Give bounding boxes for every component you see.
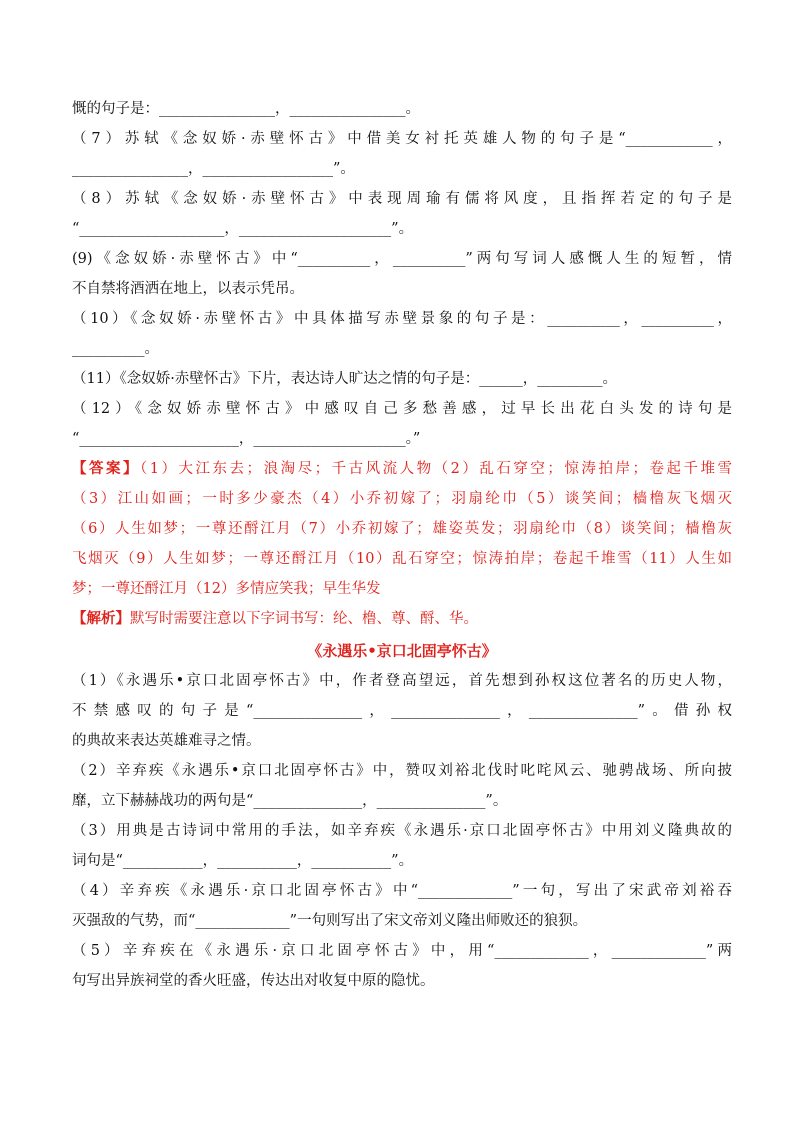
text-line: 不禁感叹的句子是“_______________，_______________，_______________”。借孙权 <box>72 703 732 719</box>
answer-line <box>72 454 732 484</box>
question-7-line: （7）苏轼《念奴娇·赤壁怀古》中借美女衬托英雄人物的句子是“____________， <box>72 131 732 147</box>
answer-block <box>72 454 732 604</box>
question-3-line: （3）用典是古诗词中常用的手法，如辛弃疾《永遇乐·京口北固亭怀古》中用刘义隆典故的 <box>72 823 732 839</box>
answer-line: （6）人生如梦；一尊还酹江月（7）小乔初嫁了；雄姿英发；羽扇纶巾（8）谈笑间；樯橹灰 <box>72 521 732 537</box>
answer-line: 飞烟灭（9）人生如梦；一尊还酹江月（10）乱石穿空；惊涛拍岸；卷起千堆雪（11）人生如 <box>72 551 732 567</box>
text-line: 灭强敌的气势，而“_____________”一句则写出了宋文帝刘义隆出师败还的狼狈。 <box>72 913 588 929</box>
question-11-line: （11）《念奴娇·赤壁怀古》下片，表达诗人旷达之情的句子是：______，_________。 <box>72 371 618 387</box>
analysis-line <box>72 604 732 634</box>
text-line: ________________，__________________”。 <box>72 161 355 177</box>
section-title: 《永遇乐•京口北固亭怀古》 <box>307 642 497 660</box>
analysis-label: 【解析】 <box>72 611 130 627</box>
analysis-text: 默写时需要注意以下字词书写：纶、橹、尊、酹、华。 <box>130 611 478 627</box>
document-page <box>72 94 732 996</box>
text-line: 词句是“___________，___________，___________”。 <box>72 853 414 869</box>
answer-text: （1）大江东去；浪淘尽；千古风流人物（2）乱石穿空；惊涛拍岸；卷起千堆雪 <box>140 461 732 477</box>
question-12-line: （12）《念奴娇赤壁怀古》中感叹自己多愁善感，过早长出花白头发的诗句是 <box>72 401 732 417</box>
text-line: “______________________，_____________________。” <box>72 431 421 447</box>
answer-line: （3）江山如画；一时多少豪杰（4）小乔初嫁了；羽扇纶巾（5）谈笑间；樯橹灰飞烟灭 <box>72 491 732 507</box>
question-2-line: （2）辛弃疾《永遇乐•京口北固亭怀古》中，赞叹刘裕北伐时叱咤风云、驰骋战场、所向披 <box>72 763 732 779</box>
text-line: 慨的句子是：________________，________________。 <box>72 101 420 117</box>
text-line: “____________________，_____________________”。 <box>72 221 414 237</box>
question-5-line: （5）辛弃疾在《永遇乐·京口北固亭怀古》中，用“_____________，_____________”两 <box>72 943 732 959</box>
answer-label: 【答案】 <box>72 461 141 477</box>
text-line: 句写出异族祠堂的香火旺盛，传达出对收复中原的隐忧。 <box>72 973 435 989</box>
question-block-yongyule <box>72 666 732 996</box>
text-line: __________。 <box>72 341 159 357</box>
answer-line: 梦；一尊还酹江月（12）多情应笑我；早生华发 <box>72 581 381 597</box>
question-block-niannujiao <box>72 94 732 454</box>
text-line: 的典故来表达英雄难寻之情。 <box>72 733 261 749</box>
question-1-line: （1）《永遇乐•京口北固亭怀古》中，作者登高望远，首先想到孙权这位著名的历史人物， <box>72 673 732 689</box>
question-4-line: （4）辛弃疾《永遇乐·京口北固亭怀古》中“_____________”一句，写出了宋武帝刘裕吞 <box>72 883 732 899</box>
question-8-line: （8）苏轼《念奴娇·赤壁怀古》中表现周瑜有儒将风度，且指挥若定的句子是 <box>72 191 732 207</box>
text-line: 靡，立下赫赫战功的两句是“_______________，_______________”。 <box>72 793 508 809</box>
question-9-line: (9)《念奴娇·赤壁怀古》中“__________，__________”两句写词人感慨人生的短暂，情 <box>72 251 732 267</box>
question-10-line: （10）《念奴娇·赤壁怀古》中具体描写赤壁景象的句子是：__________，__________， <box>72 311 732 327</box>
text-line: 不自禁将酒洒在地上，以表示凭吊。 <box>72 281 304 297</box>
